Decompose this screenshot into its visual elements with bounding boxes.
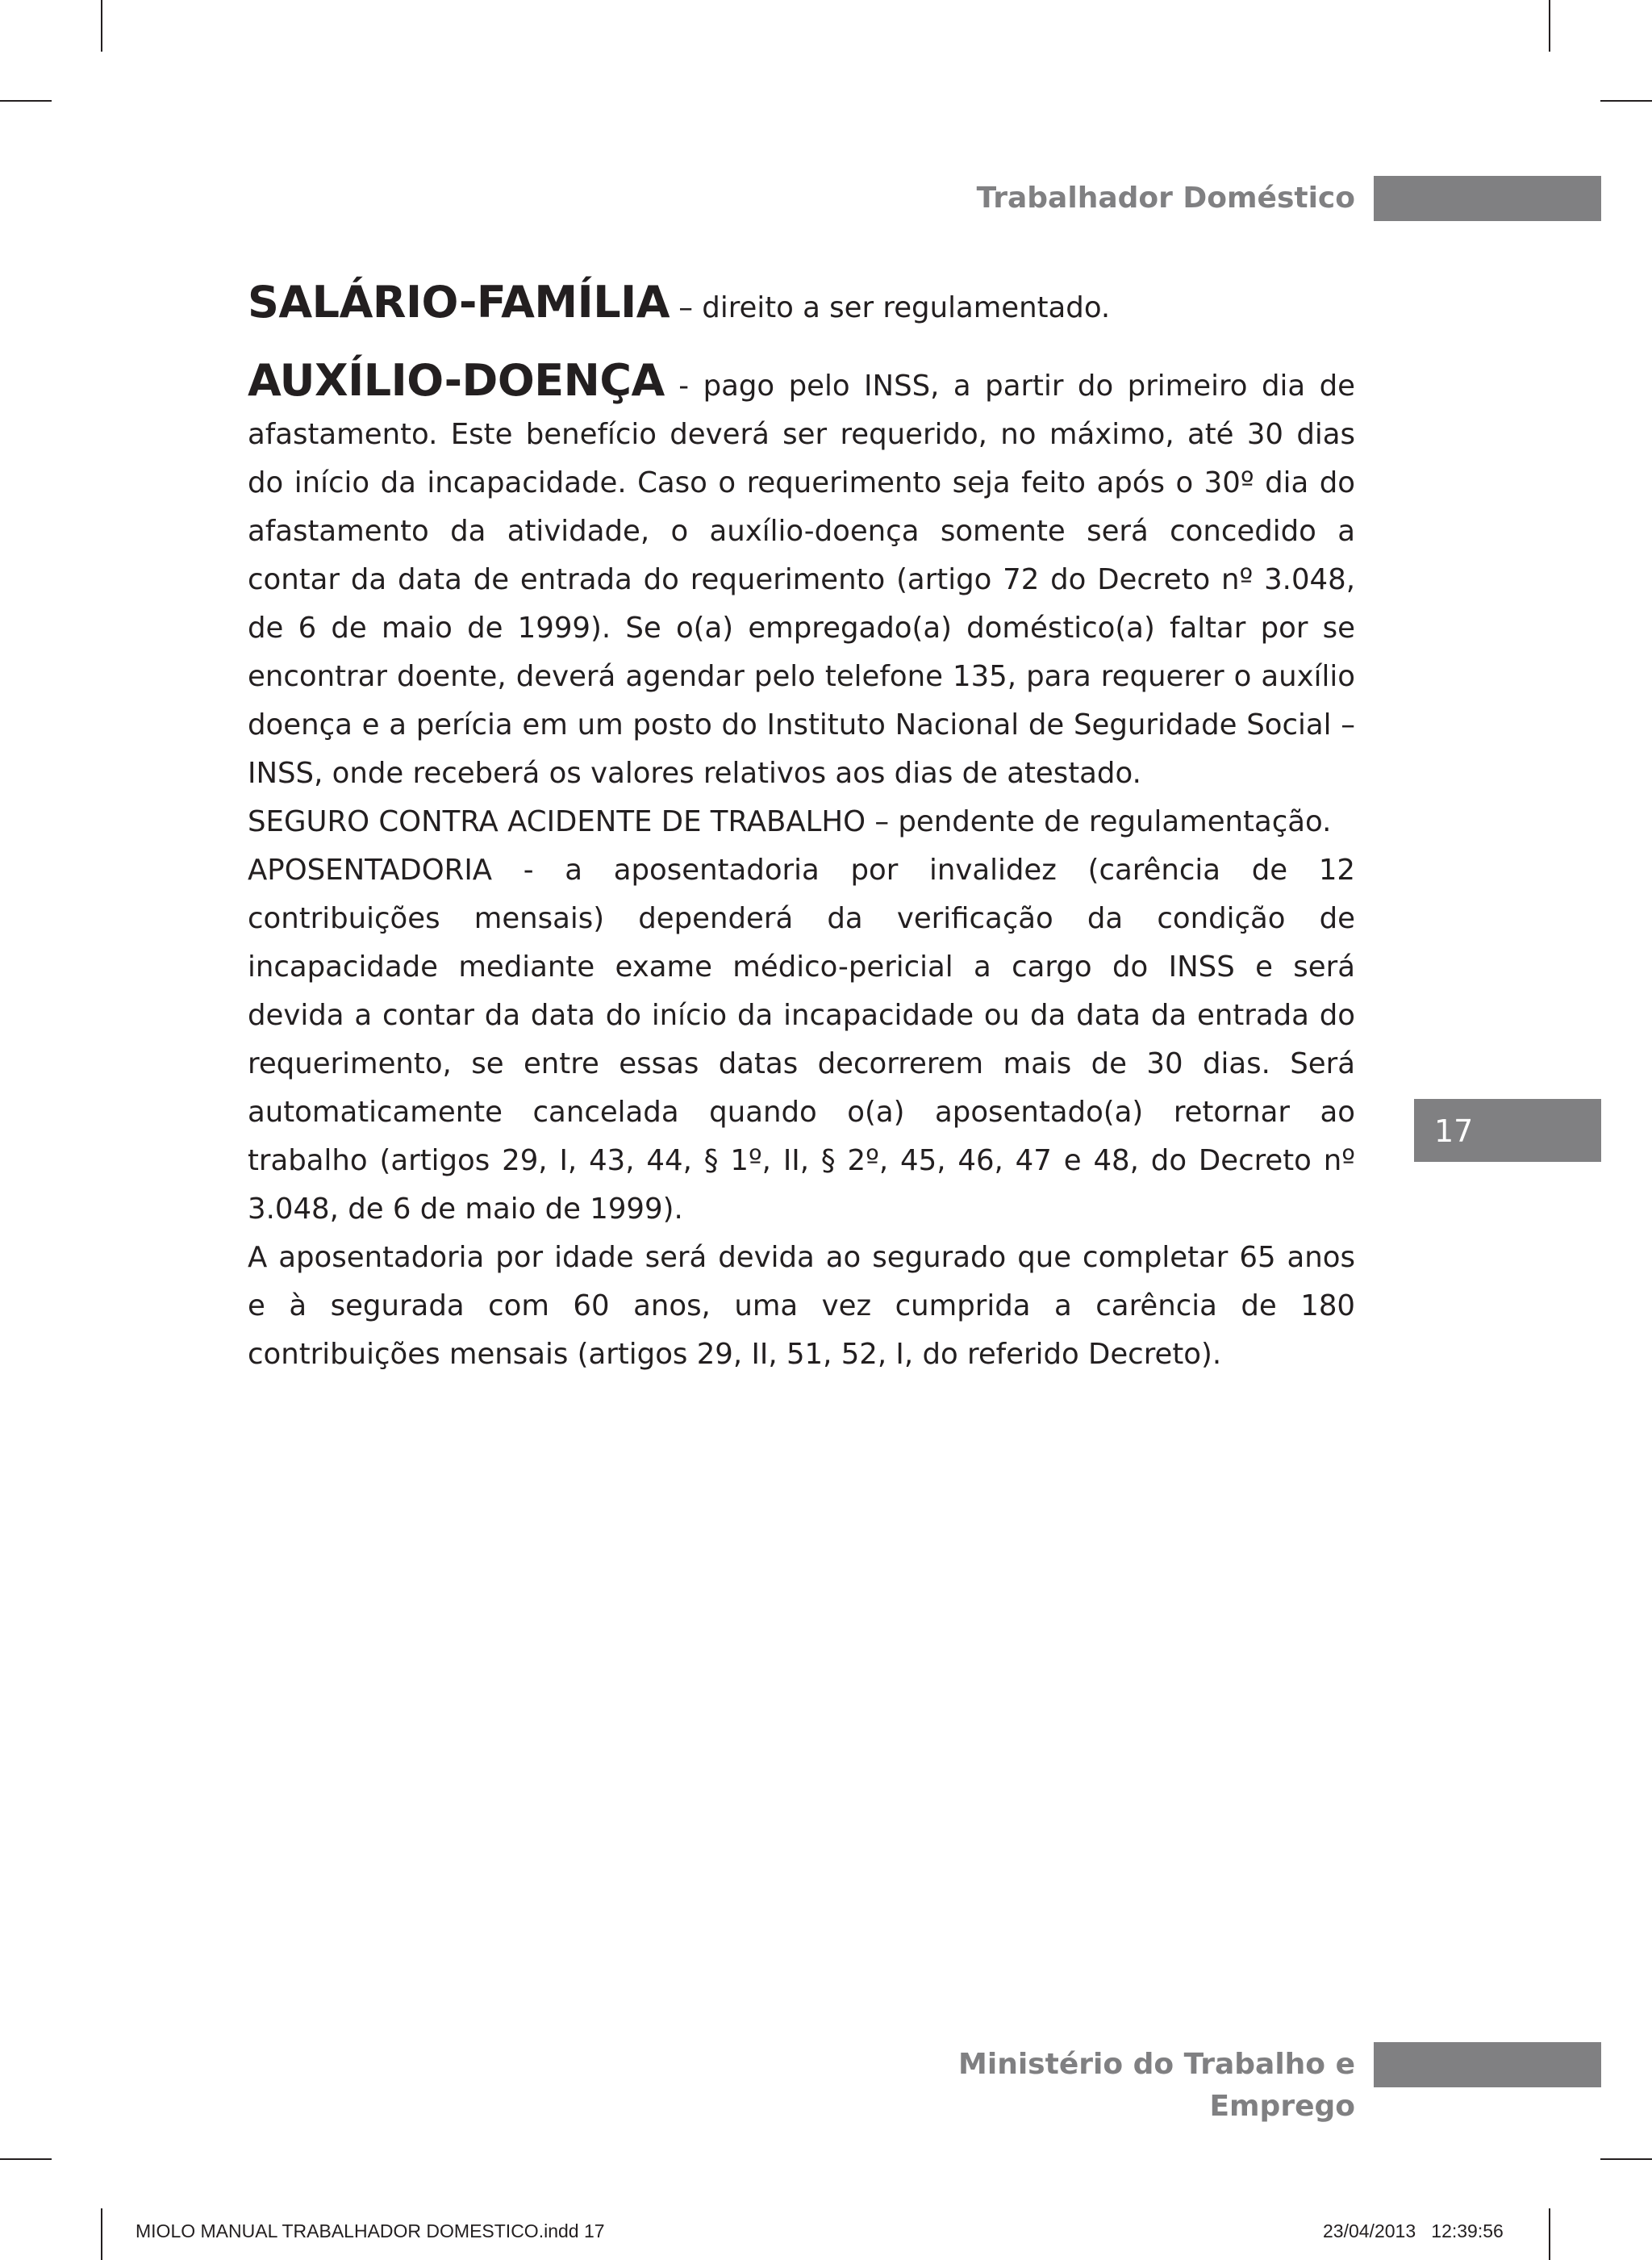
crop-mark-right-bottom: [1600, 2158, 1652, 2160]
slug-filename: MIOLO MANUAL TRABALHADOR DOMESTICO.indd 17: [136, 2220, 605, 2241]
auxilio-doenca-text: - pago pelo INSS, a partir do primeiro dia de afastamento. Este benefício deverá ser requerido, no máximo, até 30 dias do início da incapacidade. Caso o requerimento seja feito após o 30º dia do afastamento da atividade, o auxílio-doença somente será concedido a contar da data de entrada do requerimento (artigo 72 do Decreto nº 3.048, de 6 de maio de 1999). Se o(a) empregado(a) doméstico(a) faltar por se encontrar doente, deverá agendar pelo telefone 135, para requerer o auxílio doença e a perícia em um posto do Instituto Nacional de Seguridade Social – INSS, onde receberá os valores relativos aos dias de atestado.: [248, 370, 1355, 790]
paragraph-salario-familia: [248, 278, 1355, 332]
running-header-title: Trabalhador Doméstico: [976, 182, 1355, 215]
main-content: [248, 278, 1355, 1379]
paragraph-auxilio-doenca: [248, 357, 1355, 798]
crop-mark-top-right: [1549, 0, 1550, 52]
heading-salario-familia: SALÁRIO-FAMÍLIA: [248, 277, 670, 328]
footer-ministry: Ministério do Trabalho e Emprego: [958, 2048, 1355, 2123]
paragraph-aposentadoria-invalidez: APOSENTADORIA - a aposentadoria por invalidez (carência de 12 contribuições mensais) dependerá da verificação da condição de incapacidade mediante exame médico-pericial a cargo do INSS e será devida a contar da data do início da incapacidade ou da data da entrada do requerimento, se entre essas datas decorrerem mais de 30 dias. Será automaticamente cancelada quando o(a) aposentado(a) retornar ao trabalho (artigos 29, I, 43, 44, § 1º, II, § 2º, 45, 46, 47 e 48, do Decreto nº 3.048, de 6 de maio de 1999).: [248, 854, 1355, 1226]
paragraph-aposentadoria-idade: A aposentadoria por idade será devida ao segurado que completar 65 anos e à segurada com 60 anos, uma vez cumprida a carência de 180 contribuições mensais (artigos 29, II, 51, 52, I, do referido Decreto).: [248, 1241, 1355, 1371]
heading-auxilio-doenca: AUXÍLIO-DOENÇA: [248, 355, 665, 406]
footer-accent-bar: [1374, 2042, 1601, 2087]
crop-mark-left-top: [0, 100, 52, 102]
slug-timestamp: 23/04/2013 12:39:56: [1323, 2220, 1504, 2241]
crop-mark-bottom-left: [101, 2208, 102, 2260]
crop-mark-top-left: [101, 0, 102, 52]
crop-mark-left-bottom: [0, 2158, 52, 2160]
paragraph-seguro-acidente: SEGURO CONTRA ACIDENTE DE TRABALHO – pendente de regulamentação.: [248, 805, 1332, 838]
crop-mark-bottom-right: [1549, 2208, 1550, 2260]
header-accent-bar: [1374, 176, 1601, 221]
crop-mark-right-top: [1600, 100, 1652, 102]
page-number: 17: [1434, 1113, 1474, 1149]
salario-familia-text: – direito a ser regulamentado.: [669, 291, 1111, 324]
